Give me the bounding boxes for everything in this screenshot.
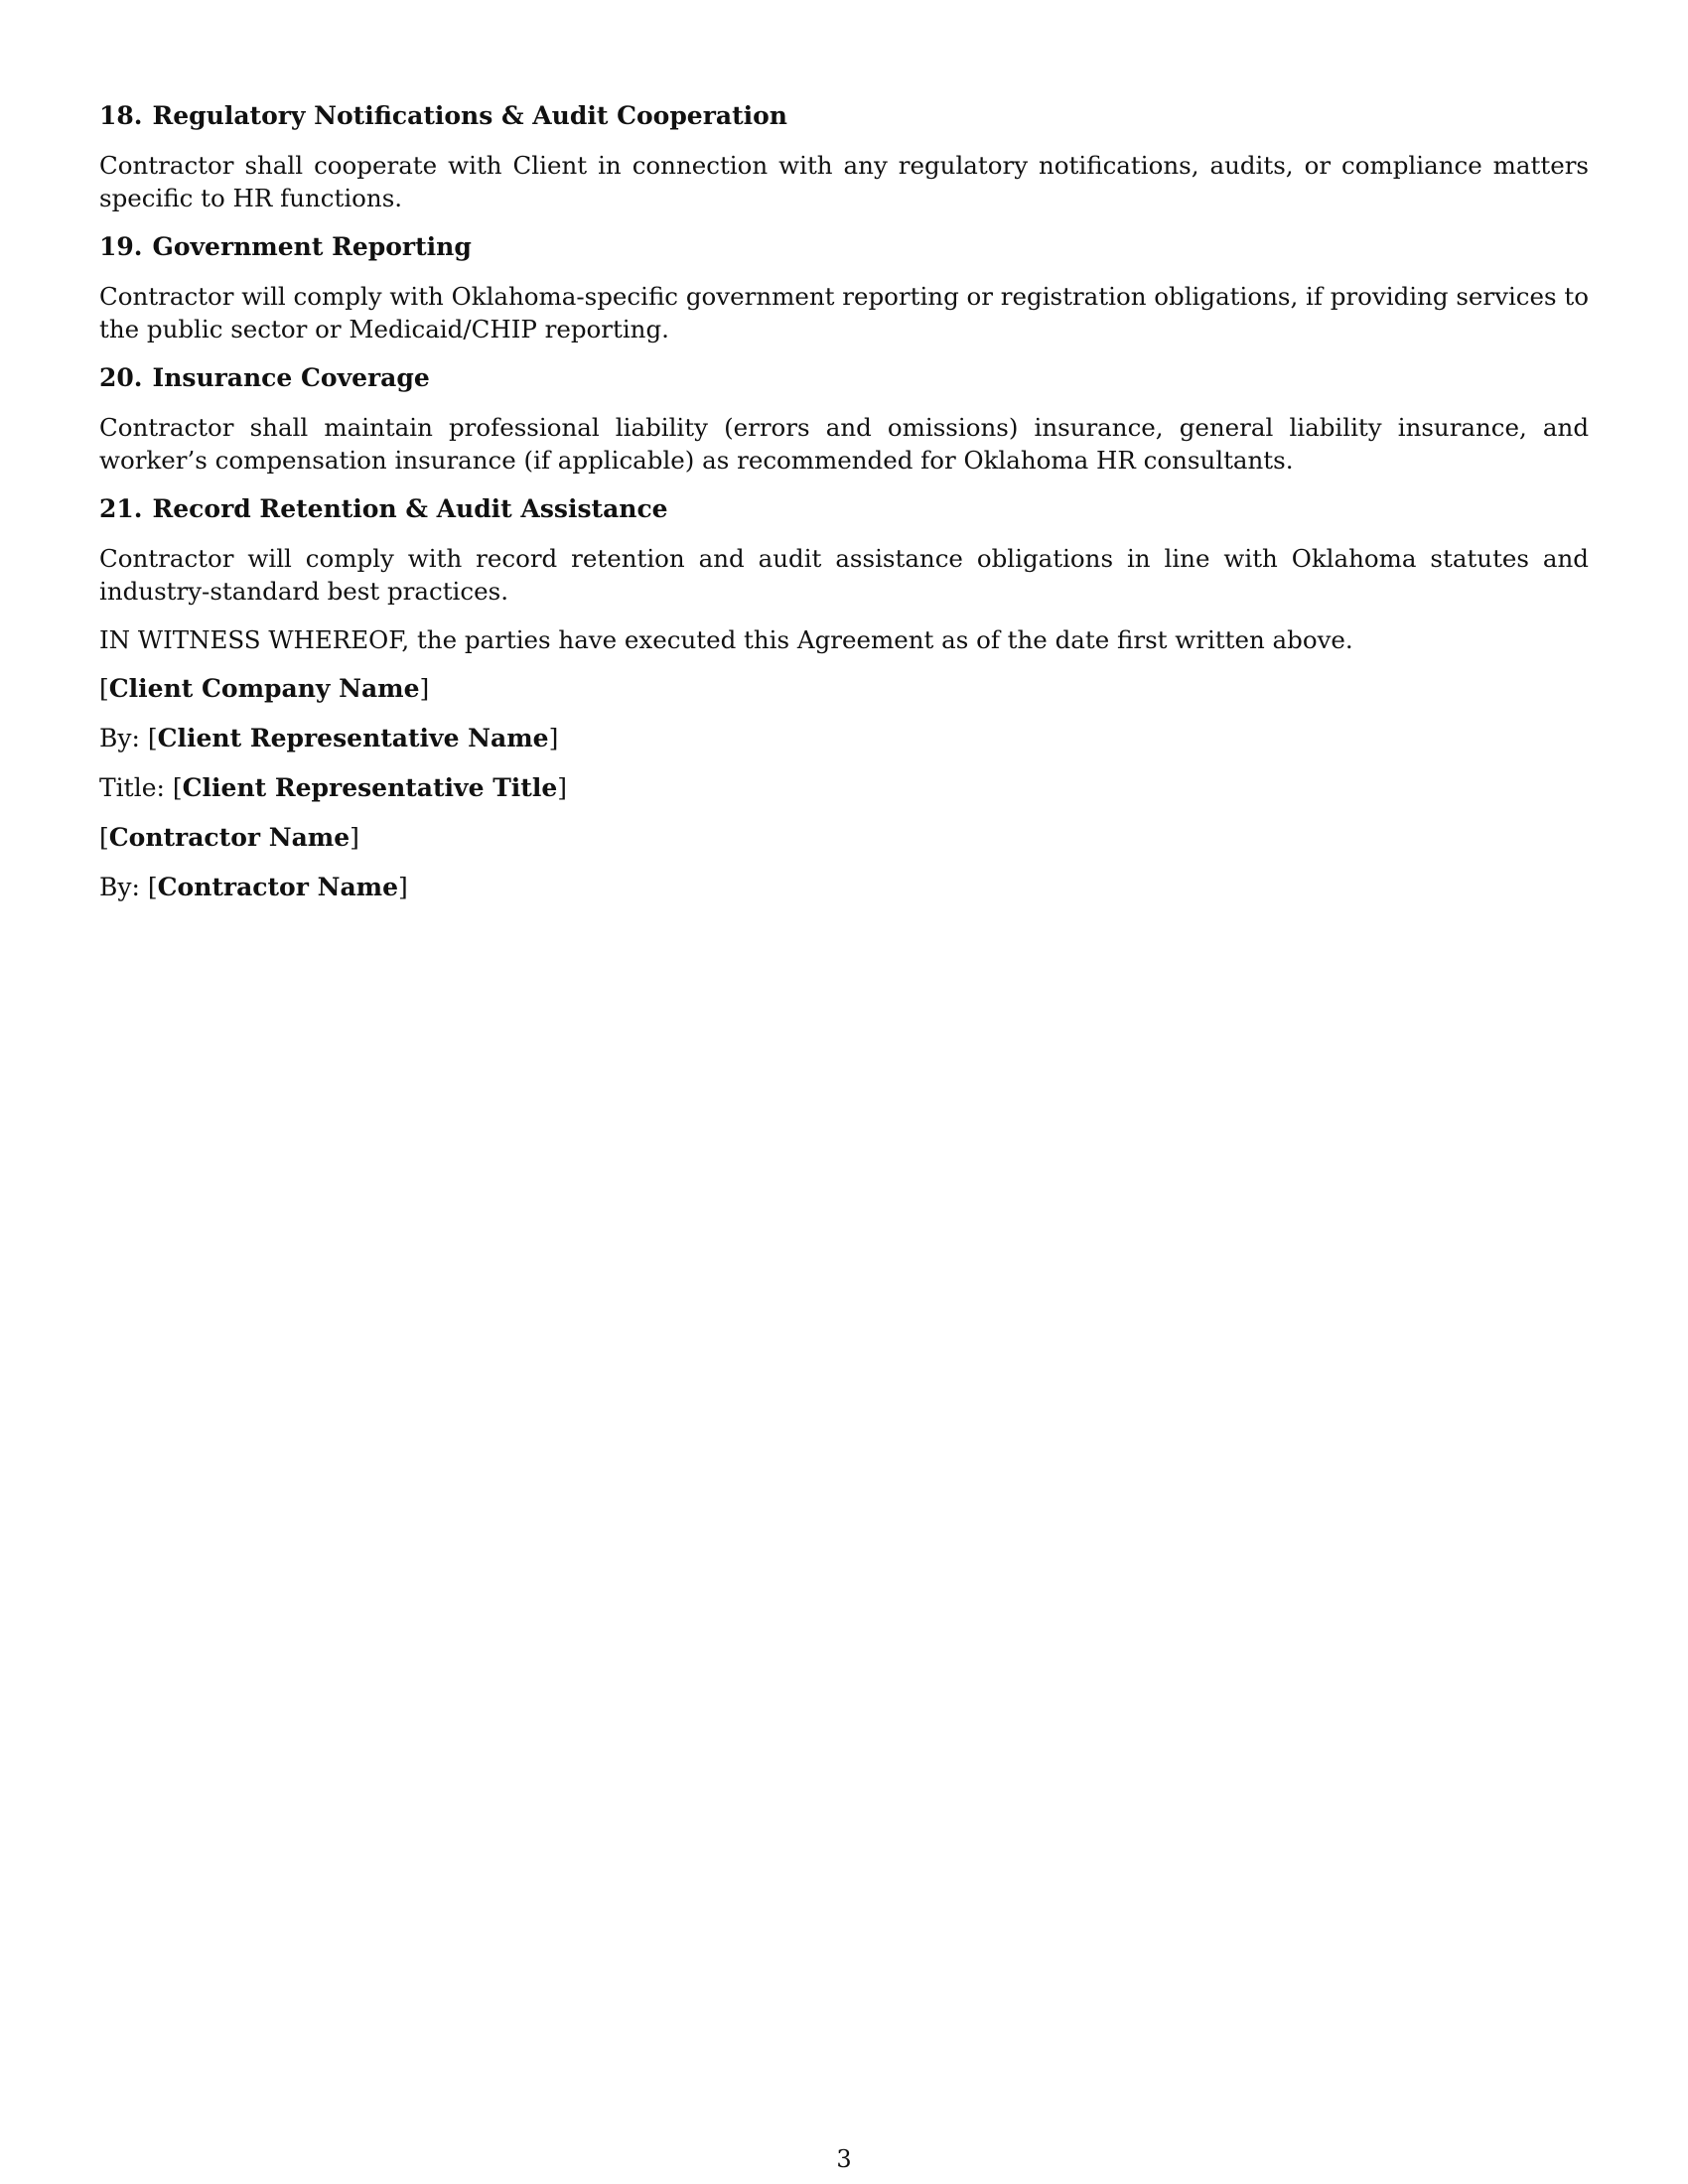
section-title: Regulatory Notifications & Audit Cooperation xyxy=(152,101,787,130)
section-number: 19. xyxy=(99,232,143,261)
client-title-label: Title: xyxy=(99,773,165,802)
section-body: Contractor shall cooperate with Client in connection with any regulatory notifications, audits, or compliance matters specific to HR functions. xyxy=(99,151,1589,212)
section-title: Government Reporting xyxy=(152,232,472,261)
section-body: Contractor shall maintain professional liability (errors and omissions) insurance, general liability insurance, and worker’s compensation insurance (if applicable) as recommended for Oklahoma HR consultants. xyxy=(99,413,1589,475)
client-representative-name: Client Representative Name xyxy=(157,724,549,752)
section-19 xyxy=(99,230,1589,345)
page-number: 3 xyxy=(836,2145,852,2173)
section-number: 21. xyxy=(99,494,143,523)
section-21 xyxy=(99,492,1589,608)
section-number: 18. xyxy=(99,101,143,130)
contractor-name: Contractor Name xyxy=(108,823,351,852)
client-by-line: By: [Client Representative Name] xyxy=(99,724,559,752)
section-18 xyxy=(99,99,1589,214)
signature-block xyxy=(99,672,1589,904)
client-title-line: Title: [Client Representative Title] xyxy=(99,773,568,802)
contractor-by-line: By: [Contractor Name] xyxy=(99,873,408,901)
section-body: Contractor will comply with Oklahoma-specific government reporting or registration obligations, if providing services to the public sector or Medicaid/CHIP reporting. xyxy=(99,282,1589,343)
section-20 xyxy=(99,361,1589,477)
client-by-label: By: xyxy=(99,724,140,752)
section-title: Record Retention & Audit Assistance xyxy=(152,494,668,523)
section-heading xyxy=(99,230,1589,264)
client-company-name: Client Company Name xyxy=(108,674,420,703)
contractor-name-line: [Contractor Name] xyxy=(99,823,359,852)
section-heading xyxy=(99,361,1589,395)
document-page xyxy=(99,99,1589,920)
section-body: Contractor will comply with record retention and audit assistance obligations in line with Oklahoma statutes and industry-standard best practices. xyxy=(99,544,1589,606)
section-number: 20. xyxy=(99,363,143,392)
witness-statement: IN WITNESS WHEREOF, the parties have executed this Agreement as of the date first written above. xyxy=(99,625,1353,654)
contractor-by-label: By: xyxy=(99,873,140,901)
section-title: Insurance Coverage xyxy=(152,363,430,392)
section-heading xyxy=(99,492,1589,526)
client-representative-title: Client Representative Title xyxy=(182,773,558,802)
contractor-by-name: Contractor Name xyxy=(157,873,399,901)
client-company-line: [Client Company Name] xyxy=(99,674,430,703)
section-heading xyxy=(99,99,1589,133)
